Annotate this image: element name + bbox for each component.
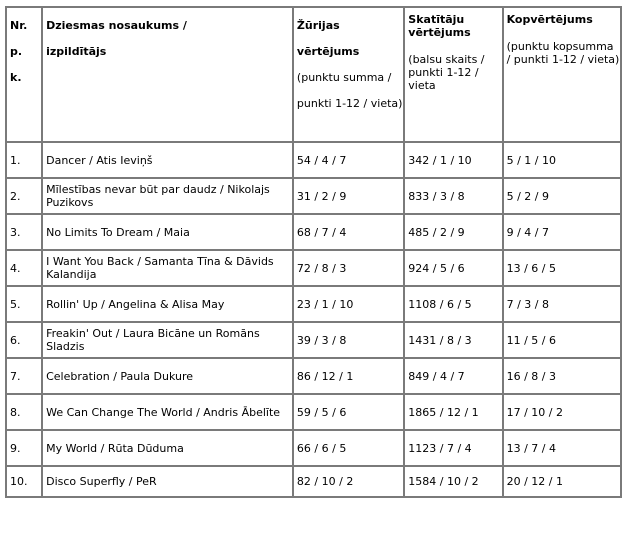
table-row (6, 286, 621, 322)
cell-total: 5 / 2 / 9 (503, 178, 621, 214)
cell-nr: 10. (6, 466, 42, 497)
cell-song: Disco Superfly / PeR (42, 466, 293, 497)
cell-viewers: 833 / 3 / 8 (404, 178, 502, 214)
table-row (6, 214, 621, 250)
cell-nr: 1. (6, 142, 42, 178)
cell-total: 17 / 10 / 2 (503, 394, 621, 430)
cell-jury: 68 / 7 / 4 (293, 214, 404, 250)
header-jury-line1: Žūrijas (296, 19, 340, 32)
cell-viewers: 924 / 5 / 6 (404, 250, 502, 286)
cell-total: 13 / 6 / 5 (503, 250, 621, 286)
cell-song: Freakin' Out / Laura Bicāne un Romāns Sladzis (42, 322, 293, 358)
cell-viewers: 1865 / 12 / 1 (404, 394, 502, 430)
table-body (6, 142, 621, 497)
cell-nr: 8. (6, 394, 42, 430)
cell-song: Rollin' Up / Angelina & Alisa May (42, 286, 293, 322)
table-row (6, 430, 621, 466)
cell-nr: 3. (6, 214, 42, 250)
cell-jury: 59 / 5 / 6 (293, 394, 404, 430)
cell-jury: 23 / 1 / 10 (293, 286, 404, 322)
cell-viewers: 1123 / 7 / 4 (404, 430, 502, 466)
cell-viewers: 1584 / 10 / 2 (404, 466, 502, 497)
cell-jury: 31 / 2 / 9 (293, 178, 404, 214)
cell-song: Mīlestības nevar būt par daudz / Nikolajs Puzikovs (42, 178, 293, 214)
header-song-line1: Dziesmas nosaukums / (46, 19, 187, 32)
cell-viewers: 342 / 1 / 10 (404, 142, 502, 178)
cell-viewers: 485 / 2 / 9 (404, 214, 502, 250)
table-row (6, 394, 621, 430)
cell-total: 9 / 4 / 7 (503, 214, 621, 250)
cell-nr: 5. (6, 286, 42, 322)
header-viewers-sub: (balsu skaits / punkti 1-12 / vieta (408, 53, 485, 92)
cell-viewers: 1431 / 8 / 3 (404, 322, 502, 358)
cell-song: No Limits To Dream / Maia (42, 214, 293, 250)
cell-jury: 86 / 12 / 1 (293, 358, 404, 394)
header-jury-sub: (punktu summa / punkti 1-12 / vieta) (296, 71, 403, 110)
cell-nr: 9. (6, 430, 42, 466)
header-total-line1: Kopvērtējums (506, 13, 593, 26)
cell-nr: 2. (6, 178, 42, 214)
header-row (6, 7, 621, 142)
cell-jury: 54 / 4 / 7 (293, 142, 404, 178)
cell-jury: 82 / 10 / 2 (293, 466, 404, 497)
table-row (6, 358, 621, 394)
cell-song: Celebration / Paula Dukure (42, 358, 293, 394)
cell-total: 7 / 3 / 8 (503, 286, 621, 322)
header-nr-line3: k. (10, 71, 22, 84)
cell-jury: 72 / 8 / 3 (293, 250, 404, 286)
cell-song: Dancer / Atis Ieviņš (42, 142, 293, 178)
header-total-sub: (punktu kopsumma / punkti 1-12 / vieta) (506, 40, 620, 66)
table-row (6, 178, 621, 214)
header-viewers (404, 7, 502, 142)
header-total (503, 7, 621, 142)
table-row (6, 142, 621, 178)
table-row (6, 466, 621, 497)
table-row (6, 250, 621, 286)
header-song (42, 7, 293, 142)
cell-song: My World / Rūta Dūduma (42, 430, 293, 466)
results-table (5, 6, 622, 498)
table-row (6, 322, 621, 358)
header-jury (293, 7, 404, 142)
header-nr-line2: p. (10, 45, 23, 58)
cell-jury: 39 / 3 / 8 (293, 322, 404, 358)
cell-total: 5 / 1 / 10 (503, 142, 621, 178)
cell-nr: 4. (6, 250, 42, 286)
header-viewers-line1: Skatītāju vērtējums (408, 13, 471, 39)
cell-viewers: 849 / 4 / 7 (404, 358, 502, 394)
table-header (6, 7, 621, 142)
cell-song: I Want You Back / Samanta Tīna & Dāvids Kalandija (42, 250, 293, 286)
cell-total: 13 / 7 / 4 (503, 430, 621, 466)
cell-total: 11 / 5 / 6 (503, 322, 621, 358)
cell-total: 16 / 8 / 3 (503, 358, 621, 394)
cell-nr: 6. (6, 322, 42, 358)
header-song-line2: izpildītājs (46, 45, 107, 58)
cell-viewers: 1108 / 6 / 5 (404, 286, 502, 322)
cell-song: We Can Change The World / Andris Ābelīte (42, 394, 293, 430)
cell-total: 20 / 12 / 1 (503, 466, 621, 497)
cell-nr: 7. (6, 358, 42, 394)
cell-jury: 66 / 6 / 5 (293, 430, 404, 466)
header-nr (6, 7, 42, 142)
header-nr-line1: Nr. (10, 19, 28, 32)
header-jury-line2: vērtējums (296, 45, 360, 58)
